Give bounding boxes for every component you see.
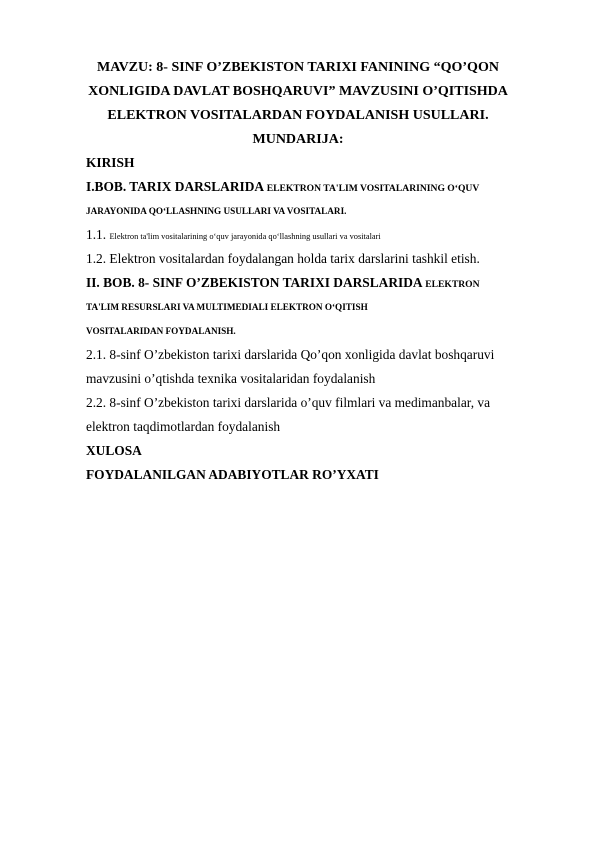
contents-heading: MUNDARIJA: [252,132,344,147]
document-title [84,56,512,152]
table-of-contents [86,151,516,487]
chapter-1-heading-tail: ELEKTRON TA'LIM VOSITALARINING O‘QUV [266,183,480,194]
chapter-2-heading: II. BOB. 8- SINF O’ZBEKISTON TARIXI DARSLARIDA [86,275,426,290]
toc-section-1-1 [86,223,516,247]
toc-section-2-1: 2.1. 8-sinf O’zbekiston tarixi darslarida Qo’qon xonligida davlat boshqaruvi [86,347,495,362]
chapter-1-heading: I.BOB. TARIX DARSLARIDA [86,179,267,194]
section-1-1-number: 1.1. [86,227,110,242]
chapter-2-heading-tail: ELEKTRON [425,279,480,290]
toc-chapter-2 [86,271,516,295]
title-line-2: XONLIGIDA DAVLAT BOSHQARUVI” MAVZUSINI O’QITISHDA [88,84,508,99]
title-line-1: MAVZU: 8- SINF O’ZBEKISTON TARIXI FANINING “QO’QON [97,60,499,75]
toc-section-1-2: 1.2. Elektron vositalardan foydalangan holda tarix darslarini tashkil etish. [86,251,480,266]
title-line-3: ELEKTRON VOSITALARDAN FOYDALANISH USULLARI. [107,108,489,123]
toc-section-2-2: 2.2. 8-sinf O’zbekiston tarixi darslarida o’quv filmlari va medimanbalar, va [86,395,491,410]
toc-chapter-1 [86,175,516,199]
toc-section-2-1-cont: mavzusini o’qtishda texnika vositalaridan foydalanish [86,371,376,386]
toc-chapter-1-cont: JARAYONIDA QO‘LLASHNING USULLARI VA VOSITALARI. [86,206,347,216]
toc-intro: KIRISH [86,155,135,170]
section-1-1-text: Elektron ta'lim vositalarining o‘quv jarayonida qo‘llashning usullari va vositalari [109,232,381,241]
toc-conclusion: XULOSA [86,443,142,458]
toc-section-2-2-cont: elektron taqdimotlardan foydalanish [86,419,281,434]
toc-chapter-2-cont: TA'LIM RESURSLARI VA MULTIMEDIALI ELEKTRON O‘QITISH [86,302,368,312]
toc-chapter-2-cont-2: VOSITALARIDAN FOYDALANISH. [86,326,236,336]
toc-references: FOYDALANILGAN ADABIYOTLAR RO’YXATI [86,467,379,482]
